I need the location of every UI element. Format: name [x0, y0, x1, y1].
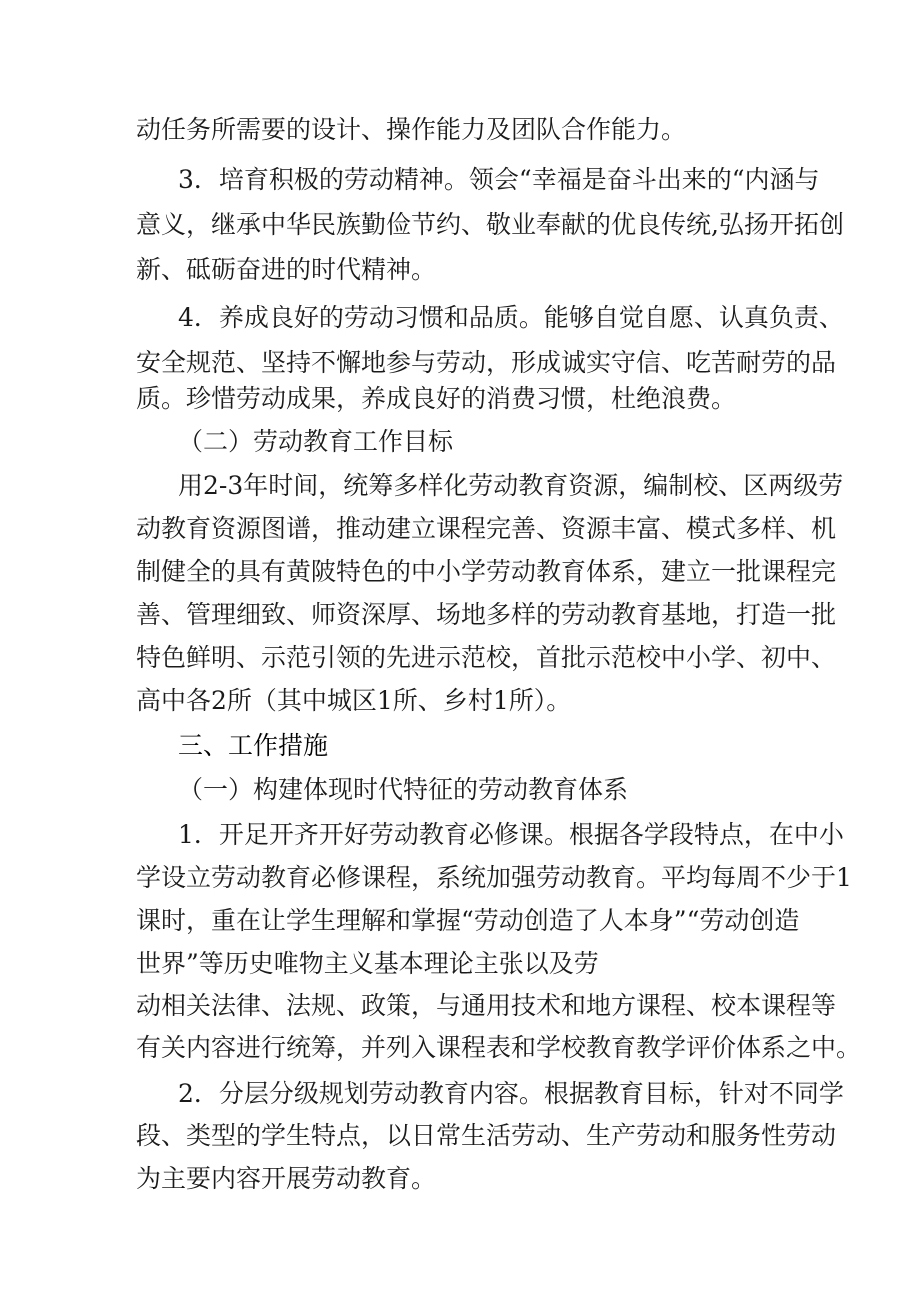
section-subheading: （一）构建体现时代特征的劳动教育体系: [178, 775, 629, 804]
text-line: 动教育资源图谱，推动建立课程完善、资源丰富、模式多样、机: [136, 514, 837, 543]
text-line: 2．分层分级规划劳动教育内容。根据教育目标，针对不同学: [178, 1079, 844, 1108]
text-line: 世界”等历史唯物主义基本理论主张以及劳: [136, 949, 599, 978]
text-line: 善、管理细致、师资深厚、场地多样的劳动教育基地，打造一批: [136, 600, 837, 629]
text-line: 高中各2所（其中城区1所、乡村1所）。: [136, 686, 572, 715]
text-line: 为主要内容开展劳动教育。: [136, 1164, 437, 1193]
section-heading: 三、工作措施: [178, 731, 329, 760]
section-subheading: （二）劳动教育工作目标: [178, 427, 454, 456]
text-line: 段、类型的学生特点，以日常生活劳动、生产劳动和服务性劳动: [136, 1121, 837, 1150]
text-line: 动相关法律、法规、政策，与通用技术和地方课程、校本课程等: [136, 991, 837, 1020]
text-line: 特色鲜明、示范引领的先进示范校，首批示范校中小学、初中、: [136, 643, 837, 672]
text-line: 新、砥砺奋进的时代精神。: [136, 255, 437, 284]
text-line: 学设立劳动教育必修课程，系统加强劳动教育。平均每周不少于1: [136, 863, 852, 892]
text-line: 3．培育积极的劳动精神。领会“幸福是奋斗出来的“内涵与: [178, 165, 820, 194]
text-line: 有关内容进行统筹，并列入课程表和学校教育教学评价体系之中。: [136, 1033, 862, 1062]
text-line: 质。珍惜劳动成果，养成良好的消费习惯，杜绝浪费。: [136, 384, 737, 413]
text-line: 意义，继承中华民族勤俭节约、敬业奉献的优良传统,弘扬开拓创: [136, 210, 844, 239]
text-line: 课时，重在让学生理解和掌握“劳动创造了人本身”“劳动创造: [136, 906, 800, 935]
text-line: 用2-3年时间，统筹多样化劳动教育资源，编制校、区两级劳: [178, 471, 844, 500]
text-line: 1．开足开齐开好劳动教育必修课。根据各学段特点，在中小: [178, 820, 844, 849]
text-line: 动任务所需要的设计、操作能力及团队合作能力。: [136, 115, 687, 144]
text-line: 制健全的具有黄陂特色的中小学劳动教育体系，建立一批课程完: [136, 557, 837, 586]
text-line: 安全规范、坚持不懈地参与劳动，形成诚实守信、吃苦耐劳的品: [136, 348, 837, 377]
text-line: 4．养成良好的劳动习惯和品质。能够自觉自愿、认真负责、: [178, 303, 844, 332]
